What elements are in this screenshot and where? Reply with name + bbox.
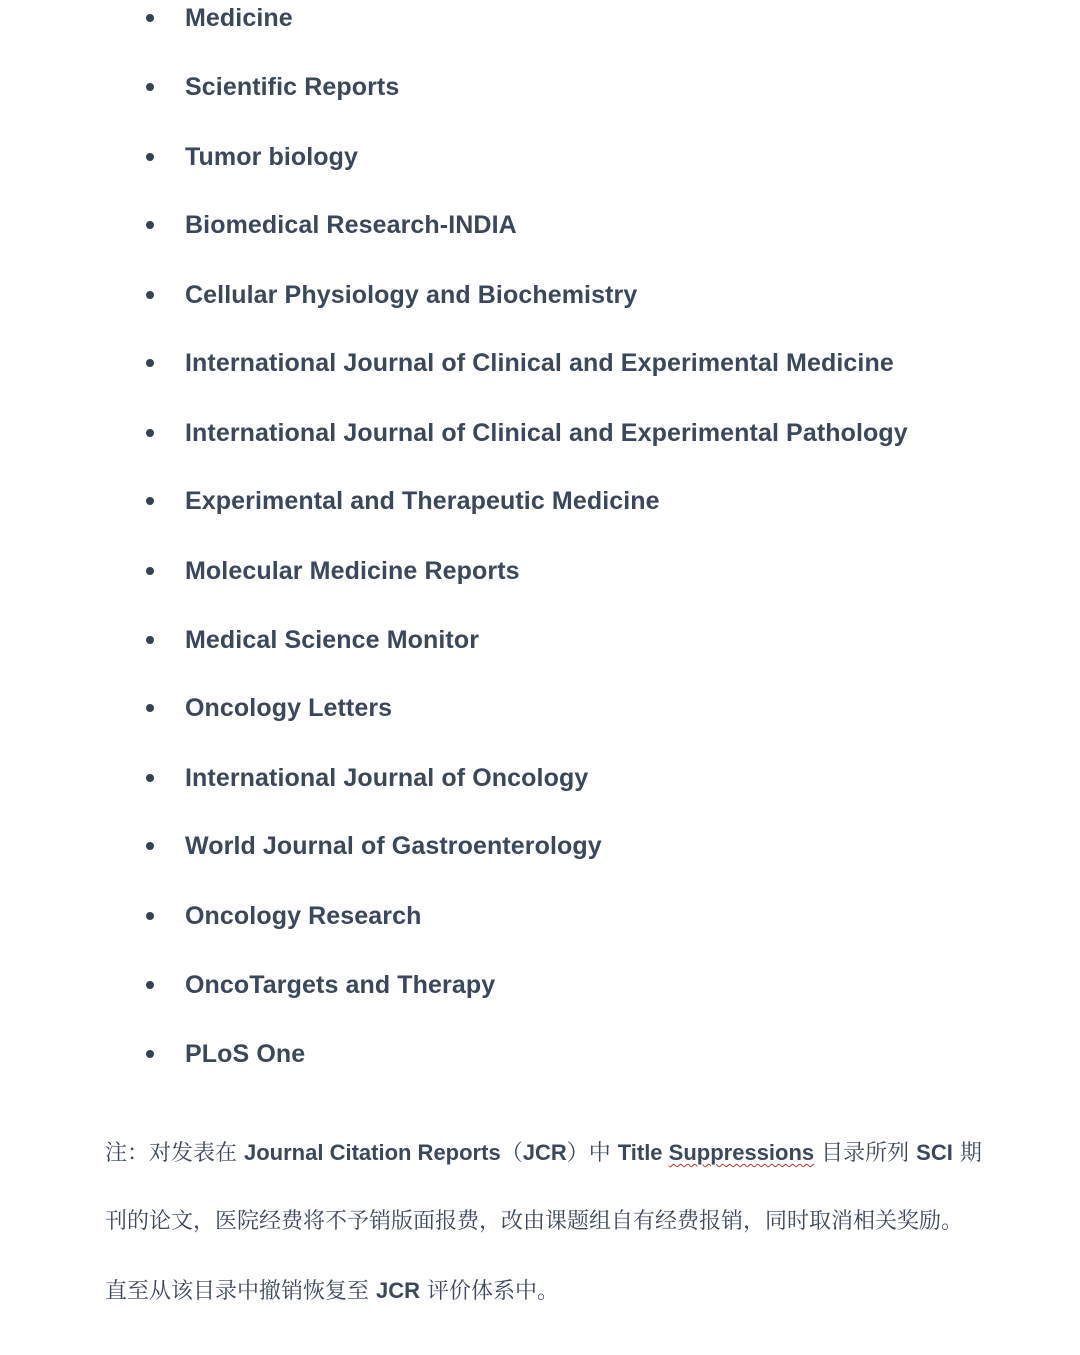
bullet-icon bbox=[146, 1050, 154, 1058]
note-text: 评价体系中。 bbox=[420, 1279, 560, 1304]
list-item bbox=[0, 205, 1080, 245]
list-item bbox=[0, 413, 1080, 453]
journal-name: Medicine bbox=[185, 4, 293, 32]
list-item bbox=[0, 688, 1080, 728]
journal-name: International Journal of Clinical and Experimental Pathology bbox=[185, 419, 908, 447]
sci-word: SCI bbox=[916, 1140, 953, 1165]
list-item bbox=[0, 826, 1080, 866]
journal-name: Scientific Reports bbox=[185, 73, 400, 101]
note-paragraph bbox=[105, 1133, 1035, 1340]
list-item bbox=[0, 67, 1080, 107]
bullet-icon bbox=[146, 497, 154, 505]
journal-name: OncoTargets and Therapy bbox=[185, 971, 496, 999]
bullet-icon bbox=[146, 429, 154, 437]
list-item bbox=[0, 965, 1080, 1005]
list-item bbox=[0, 137, 1080, 177]
list-item bbox=[0, 551, 1080, 591]
journal-name: Biomedical Research-INDIA bbox=[185, 211, 517, 239]
note-text: 期 bbox=[952, 1141, 982, 1166]
jcr-abbreviation: JCR bbox=[376, 1278, 421, 1303]
journal-name: Tumor biology bbox=[185, 143, 359, 171]
bullet-icon bbox=[146, 83, 154, 91]
bullet-icon bbox=[146, 842, 154, 850]
journal-name: Oncology Research bbox=[185, 902, 422, 930]
list-item bbox=[0, 343, 1080, 383]
jcr-abbreviation: JCR bbox=[522, 1140, 567, 1165]
bullet-icon bbox=[146, 153, 154, 161]
bullet-icon bbox=[146, 291, 154, 299]
journal-name: International Journal of Clinical and Experimental Medicine bbox=[185, 349, 894, 377]
bullet-icon bbox=[146, 636, 154, 644]
note-line-3 bbox=[105, 1271, 1035, 1311]
bullet-icon bbox=[146, 912, 154, 920]
journal-name: Molecular Medicine Reports bbox=[185, 557, 520, 585]
note-line-2: 刊的论文，医院经费将不予销版面报费，改由课题组自有经费报销，同时取消相关奖励。 bbox=[105, 1209, 964, 1234]
bullet-icon bbox=[146, 774, 154, 782]
list-item bbox=[0, 620, 1080, 660]
bullet-icon bbox=[146, 359, 154, 367]
journal-name: International Journal of Oncology bbox=[185, 764, 589, 792]
journal-name: Medical Science Monitor bbox=[185, 626, 480, 654]
list-item bbox=[0, 1034, 1080, 1074]
journal-name: World Journal of Gastroenterology bbox=[185, 832, 602, 860]
note-text: ）中 bbox=[566, 1141, 618, 1166]
list-item bbox=[0, 275, 1080, 315]
note-text: 注：对发表在 bbox=[105, 1141, 244, 1166]
jcr-full-name: Journal Citation Reports bbox=[244, 1140, 501, 1165]
title-word: Title bbox=[617, 1140, 669, 1165]
note-text: 直至从该目录中撤销恢复至 bbox=[105, 1279, 376, 1304]
note-text: （ bbox=[500, 1141, 523, 1166]
journal-name: Oncology Letters bbox=[185, 694, 393, 722]
bullet-icon bbox=[146, 567, 154, 575]
journal-name: Experimental and Therapeutic Medicine bbox=[185, 487, 660, 515]
journal-name: PLoS One bbox=[185, 1040, 306, 1068]
bullet-icon bbox=[146, 981, 154, 989]
note-text: 目录所列 bbox=[814, 1141, 917, 1166]
journal-name: Cellular Physiology and Biochemistry bbox=[185, 281, 638, 309]
bullet-icon bbox=[146, 221, 154, 229]
list-item bbox=[0, 481, 1080, 521]
list-item bbox=[0, 0, 1080, 38]
bullet-icon bbox=[146, 14, 154, 22]
note-line-1 bbox=[105, 1133, 1035, 1173]
bullet-icon bbox=[146, 704, 154, 712]
suppressions-word: Suppressions bbox=[668, 1140, 815, 1165]
list-item bbox=[0, 758, 1080, 798]
list-item bbox=[0, 896, 1080, 936]
